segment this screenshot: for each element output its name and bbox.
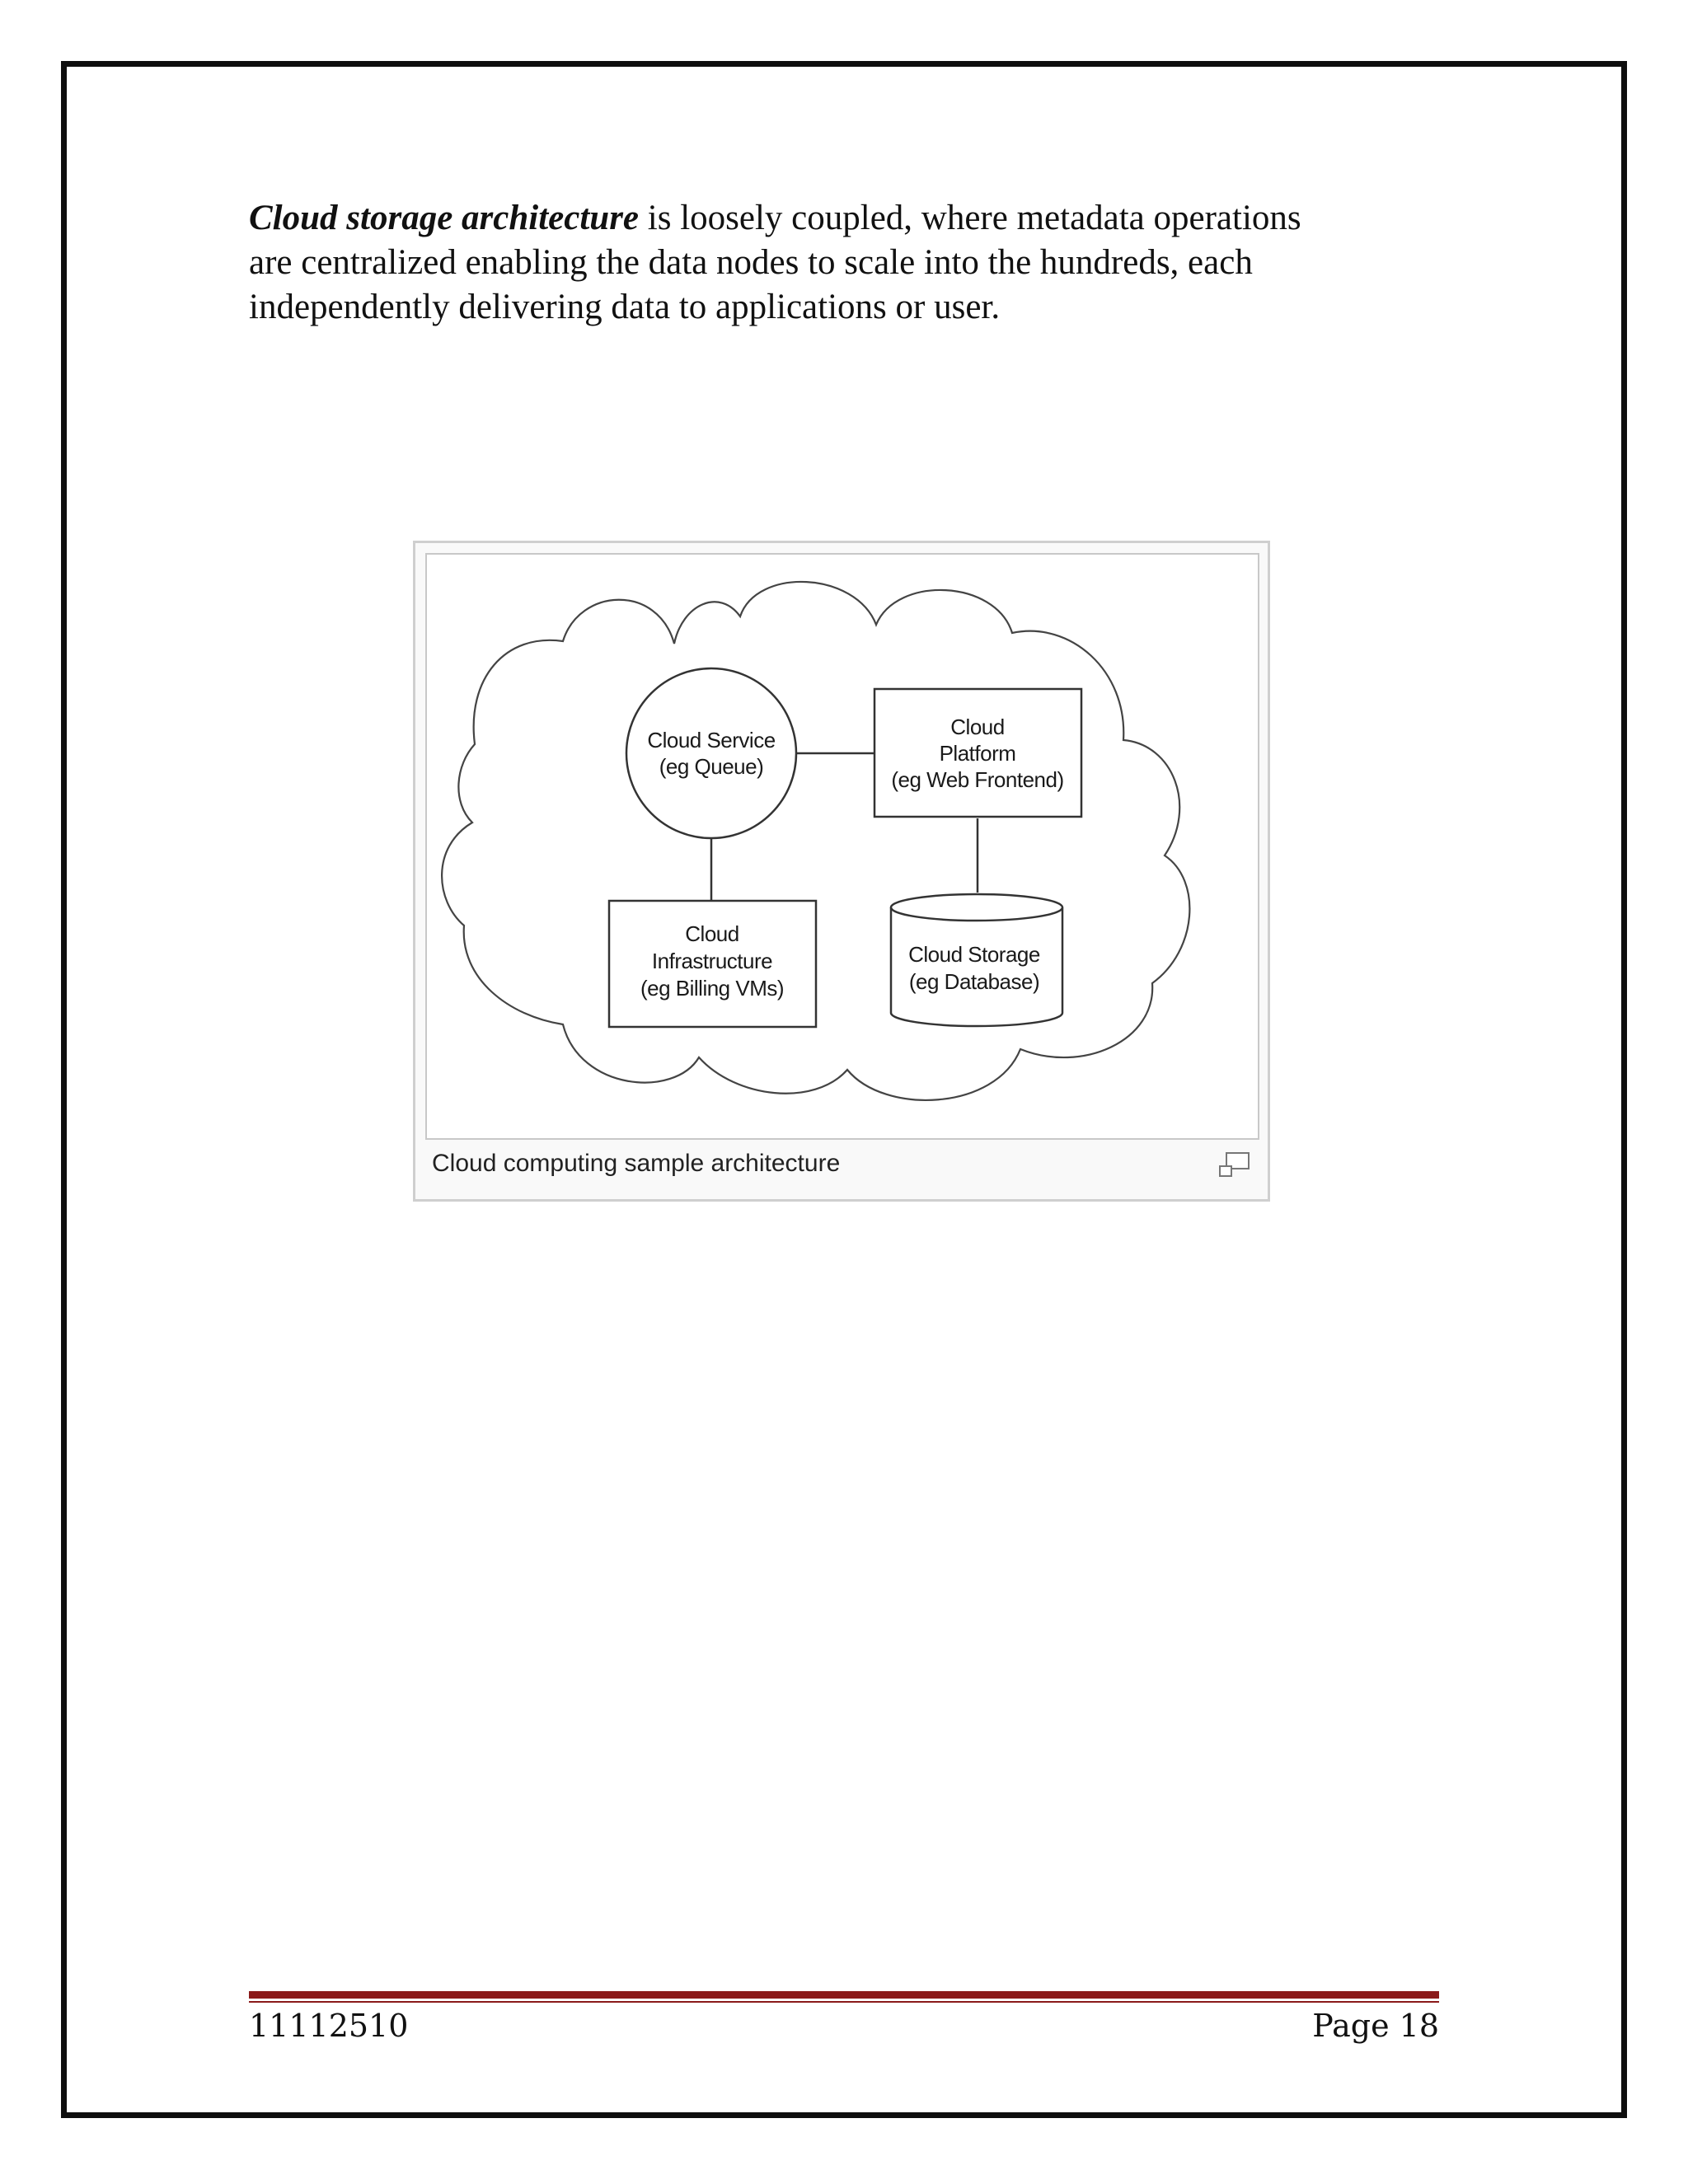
cloud-infrastructure-label-2: Infrastructure	[651, 949, 773, 973]
figure-image[interactable]	[425, 553, 1259, 1140]
cloud-platform-label-2: Platform	[939, 741, 1016, 766]
cloud-storage-label-2: (eg Database)	[908, 969, 1040, 994]
footer-rule	[249, 1991, 1439, 2003]
paragraph-line-2: are centralized enabling the data nodes to scale into the hundreds, each	[249, 243, 1253, 282]
cloud-service-label-2: (eg Queue)	[659, 754, 764, 779]
cloud-service-label-1: Cloud Service	[647, 728, 776, 752]
body-paragraph	[249, 196, 1452, 330]
paragraph-term: Cloud storage architecture	[249, 199, 640, 237]
footer-page-number: Page 18	[1312, 2008, 1439, 2044]
cloud-infrastructure-label-3: (eg Billing VMs)	[640, 976, 785, 1001]
figure-thumbnail[interactable]	[413, 541, 1270, 1202]
cloud-storage-label-1: Cloud Storage	[908, 942, 1040, 967]
footer-rule-thin	[249, 2001, 1439, 2003]
cloud-service-node	[626, 668, 796, 838]
figure-caption: Cloud computing sample architecture	[432, 1150, 841, 1177]
architecture-diagram	[427, 555, 1258, 1138]
paragraph-line-3: independently delivering data to applications or user.	[249, 288, 1001, 326]
footer-document-id: 11112510	[249, 2008, 409, 2044]
cloud-infrastructure-label-1: Cloud	[685, 921, 739, 946]
paragraph-line-1-rest: is loosely coupled, where metadata operations	[639, 199, 1301, 237]
cloud-platform-label-1: Cloud	[950, 715, 1005, 739]
cloud-platform-label-3: (eg Web Frontend)	[891, 767, 1064, 792]
magnify-clip-icon[interactable]	[1218, 1151, 1251, 1179]
footer-rule-thick	[249, 1991, 1439, 1999]
paragraph-line-1	[249, 196, 1452, 241]
